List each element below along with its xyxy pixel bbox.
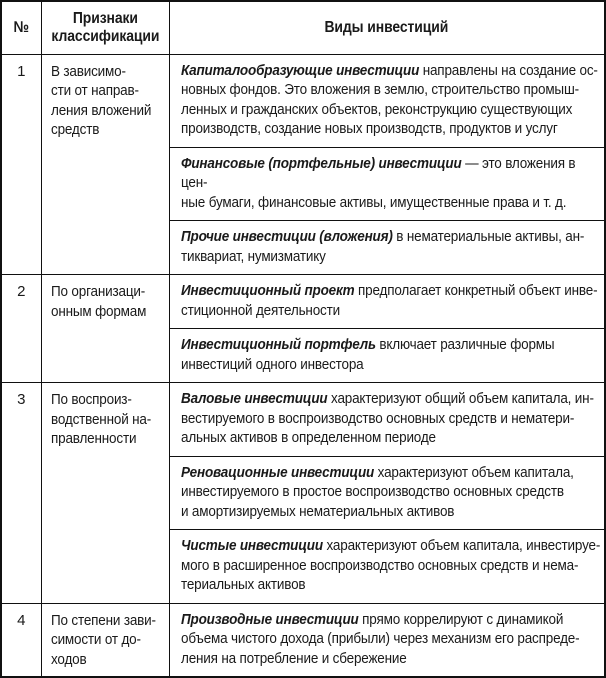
investment-type-text: Финансовые (портфельные) инвестиции — это вложения в цен- ные бумаги, финансовые активы, имущественные права и т. д. (180, 154, 575, 211)
header-cell-types (169, 1, 605, 54)
investment-type-cell (169, 147, 605, 221)
investment-term: Производные инвестиции (180, 610, 359, 628)
investment-type-cell (169, 383, 605, 457)
investment-type-text: Инвестиционный проект предполагает конкретный объект инве- стиционной деятельности (180, 282, 597, 319)
header-cell-number (1, 1, 41, 54)
row-number-cell: 4 (1, 603, 41, 677)
investment-type-cell (169, 329, 605, 383)
table-header (1, 1, 605, 54)
investment-type-cell (169, 275, 605, 329)
table-row (1, 603, 605, 677)
row-number-cell: 1 (1, 54, 41, 275)
investment-type-text: Инвестиционный портфель включает различные формы инвестиций одного инвестора (180, 336, 554, 373)
investment-term: Инвестиционный портфель (180, 336, 376, 353)
investment-type-text: Капиталообразующие инвестиции направлены на создание ос- новных фондов. Это вложения в землю, строительство промыш- ленных и гражданских объектов, реконструкцию существующих производств, создание новых производств, продуктов и услуг (180, 61, 598, 137)
criteria-text: По степени зави- симости от до- ходов (50, 611, 156, 668)
investment-type-cell (169, 54, 605, 147)
investment-type-text: Прочие инвестиции (вложения) в нематериальные активы, ан- тиквариат, нумизматику (180, 228, 584, 265)
investment-type-cell (169, 530, 605, 604)
criteria-text: По организаци- онным формам (50, 283, 146, 320)
header-types-label: Виды инвестиций (324, 18, 449, 36)
criteria-cell (41, 383, 169, 604)
header-criteria-label: Признаки классификации (51, 9, 159, 45)
investment-term: Инвестиционный проект (180, 282, 354, 299)
investment-term: Финансовые (портфельные) инвестиции (180, 154, 462, 172)
criteria-cell (41, 275, 169, 383)
investment-type-text: Чистые инвестиции характеризуют объем капитала, инвестируе- мого в расширенное воспроизводство основных средств и нема- териальных активов (180, 537, 600, 593)
investment-type-cell (169, 221, 605, 275)
header-cell-criteria (41, 1, 169, 54)
investment-term: Валовые инвестиции (180, 390, 327, 407)
investment-term: Капиталообразующие инвестиции (180, 61, 419, 79)
header-row (1, 1, 605, 54)
table-row (1, 54, 605, 147)
table-body (1, 54, 605, 677)
table-row (1, 383, 605, 457)
investment-term: Прочие инвестиции (вложения) (180, 228, 393, 245)
investment-type-text: Производные инвестиции прямо коррелируют с динамикой объема чистого дохода (прибыли) через механизм его распреде- ления на потребление и сбережение (180, 610, 579, 667)
investment-type-text: Валовые инвестиции характеризуют общий объем капитала, ин- вестируемого в воспроизводство основных средств и нематери- альных активов в определенном периоде (180, 390, 594, 446)
investment-type-text: Реновационные инвестиции характеризуют объем капитала, инвестируемого в простое воспроизводство основных средств и амортизируемых нематериальных активов (180, 463, 574, 520)
criteria-text: В зависимо- сти от направ- ления вложений средств (50, 62, 151, 138)
row-number-cell: 2 (1, 275, 41, 383)
investment-type-cell (169, 603, 605, 677)
criteria-cell (41, 603, 169, 677)
criteria-text: По воспроиз- водственной на- правленности (50, 391, 151, 447)
investment-term: Реновационные инвестиции (180, 463, 374, 481)
row-number-cell: 3 (1, 383, 41, 604)
investment-term: Чистые инвестиции (180, 537, 323, 554)
investment-type-cell (169, 456, 605, 530)
header-number-label: № (13, 18, 29, 36)
table-row (1, 275, 605, 329)
criteria-cell (41, 54, 169, 275)
